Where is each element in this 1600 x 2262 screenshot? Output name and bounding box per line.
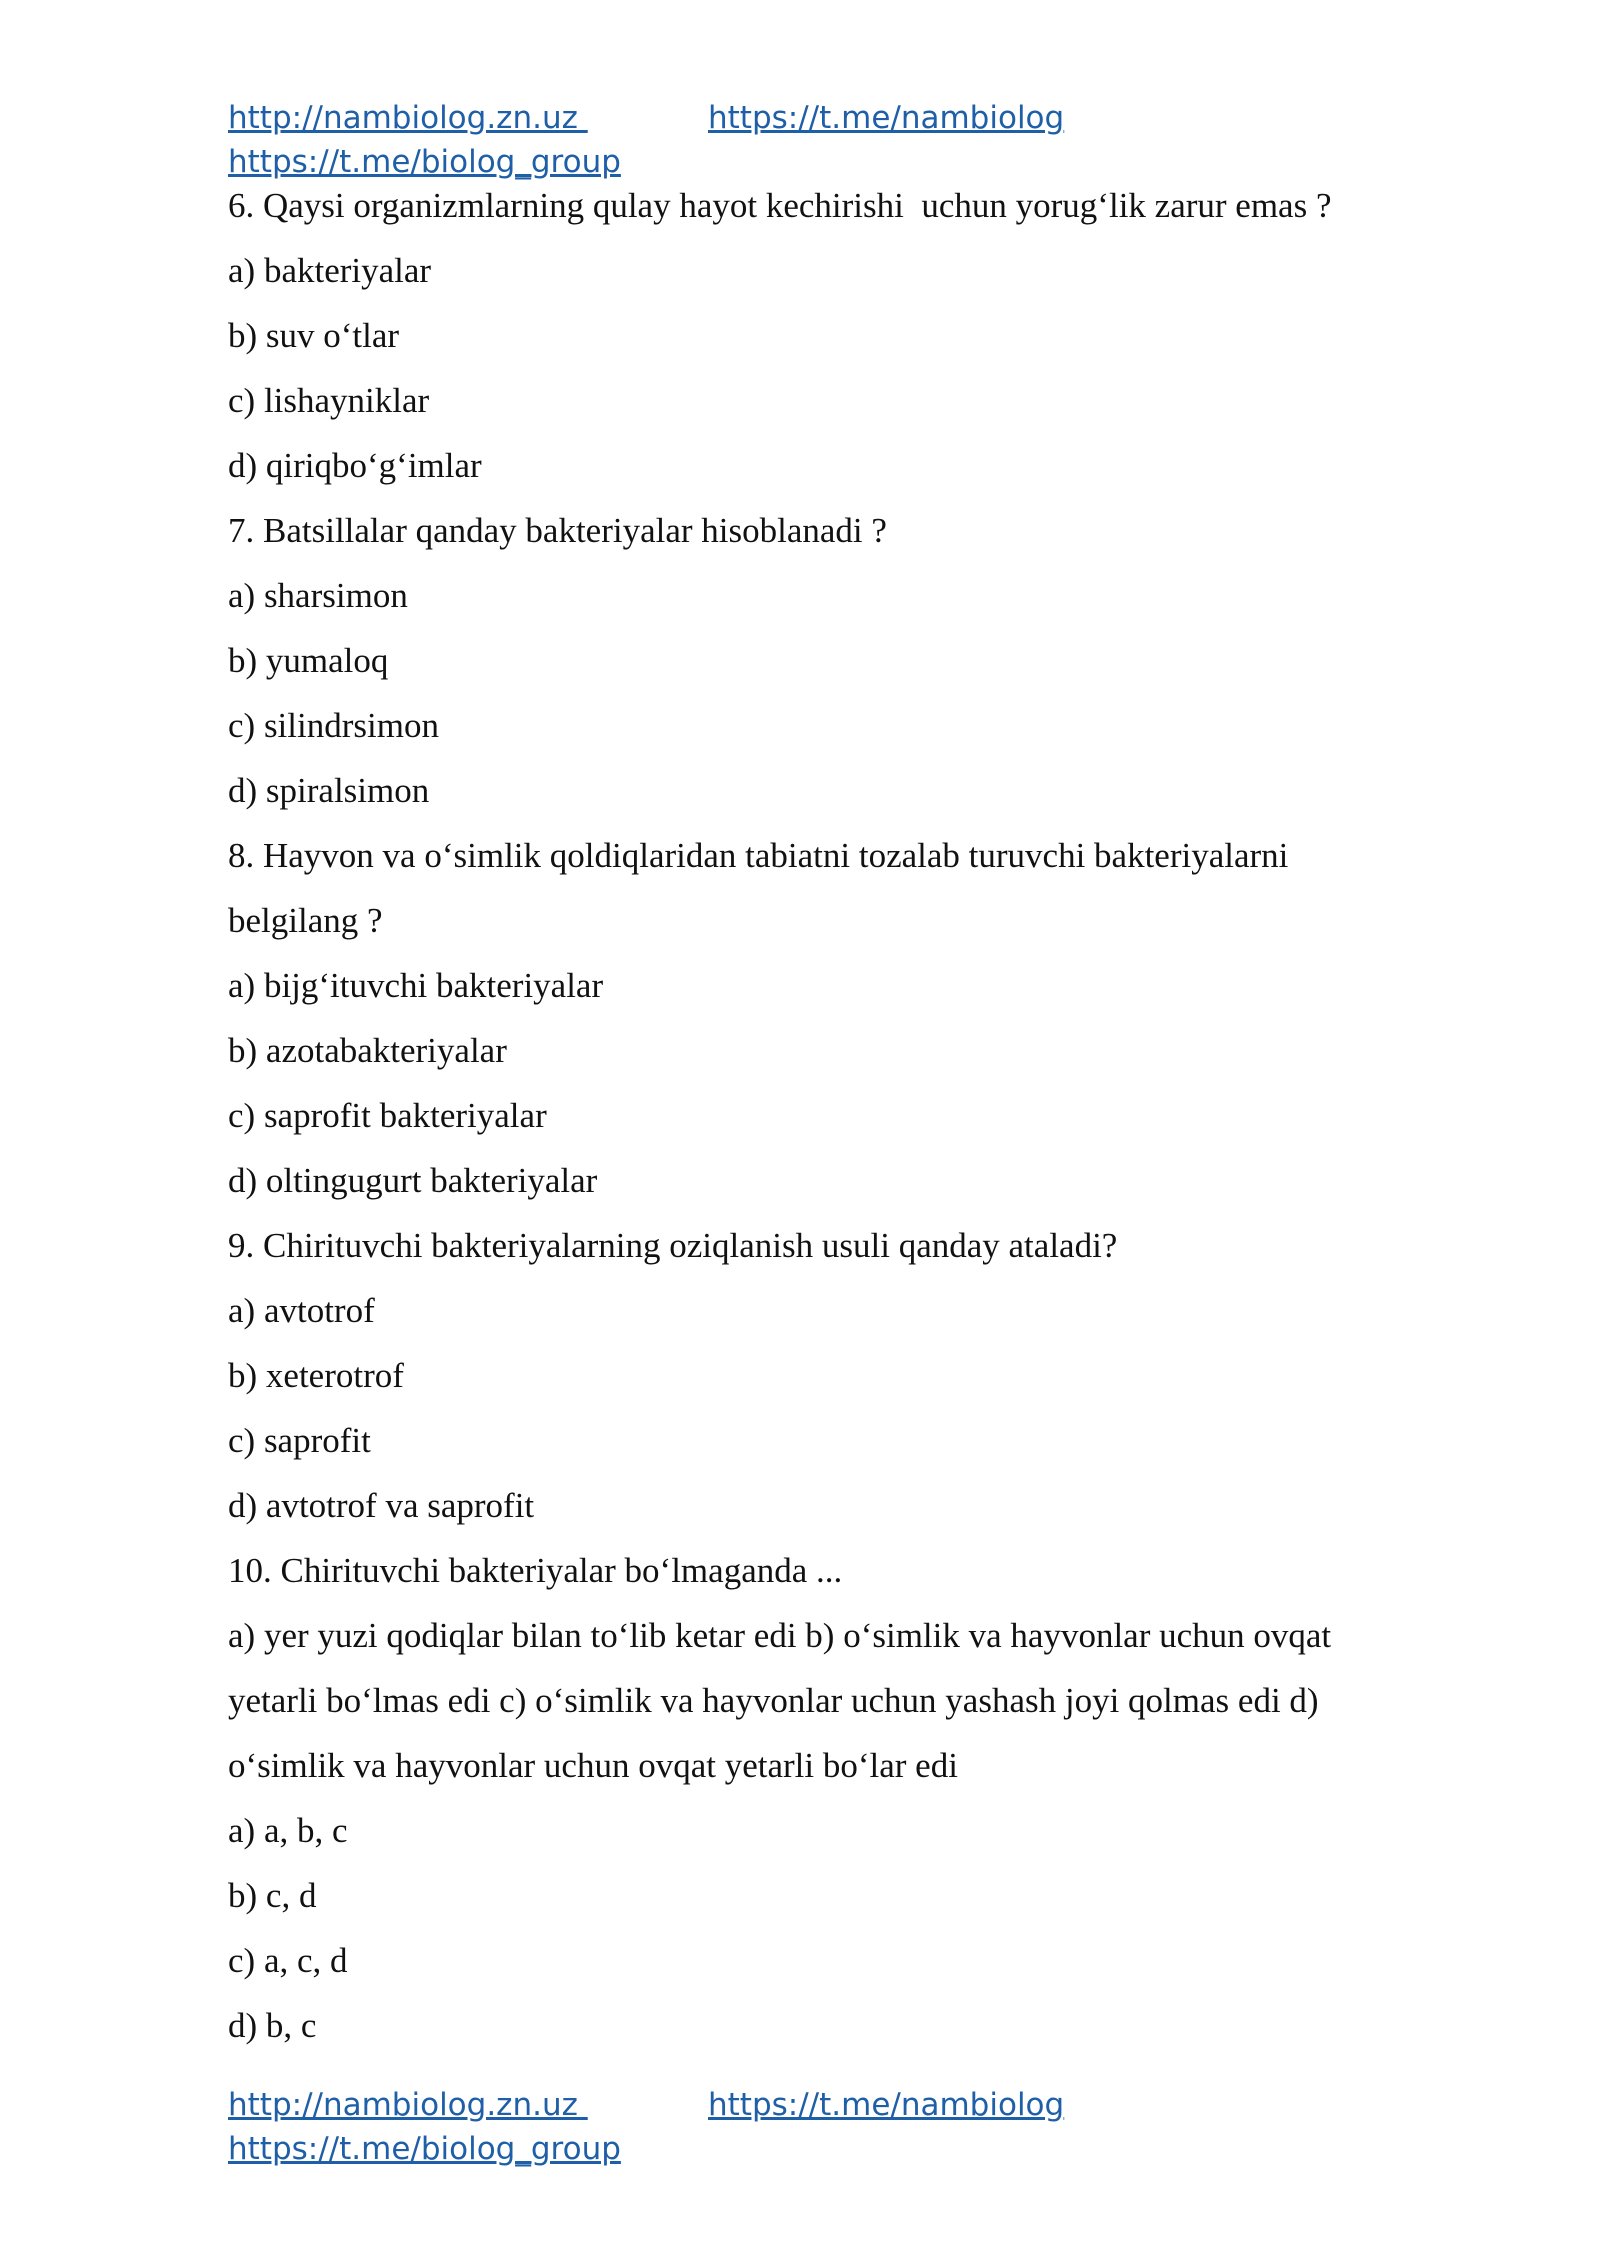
answer-option: c) silindrsimon <box>228 706 439 745</box>
answer-option: a) sharsimon <box>228 576 408 615</box>
answer-option: a) a, b, c <box>228 1811 348 1850</box>
answer-option: c) saprofit bakteriyalar <box>228 1096 547 1135</box>
telegram-channel-link[interactable]: https://t.me/nambiolog <box>708 100 1065 136</box>
answer-option: b) suv o‘tlar <box>228 316 400 355</box>
question-text: belgilang ? <box>228 901 383 940</box>
telegram-channel-link[interactable]: https://t.me/nambiolog <box>708 2087 1065 2123</box>
question-block <box>228 1545 1428 2065</box>
telegram-group-link[interactable]: https://t.me/biolog_group <box>228 2131 621 2167</box>
answer-option: d) spiralsimon <box>228 771 430 810</box>
question-block <box>228 505 1428 830</box>
answer-option: a) bakteriyalar <box>228 251 432 290</box>
answer-option: d) b, c <box>228 2006 317 2045</box>
question-text: 10. Chirituvchi bakteriyalar bo‘lmaganda ... <box>228 1551 843 1590</box>
answer-option: c) a, c, d <box>228 1941 348 1980</box>
site-link[interactable]: http://nambiolog.zn.uz <box>228 100 588 136</box>
question-text: yetarli bo‘lmas edi c) o‘simlik va hayvonlar uchun yashash joyi qolmas edi d) <box>228 1681 1319 1720</box>
question-block <box>228 830 1428 1220</box>
answer-option: a) bijg‘ituvchi bakteriyalar <box>228 966 604 1005</box>
answer-option: d) qiriqbo‘g‘imlar <box>228 446 482 485</box>
question-block <box>228 180 1428 505</box>
question-text: 9. Chirituvchi bakteriyalarning oziqlanish usuli qanday ataladi? <box>228 1226 1118 1265</box>
answer-option: a) avtotrof <box>228 1291 375 1330</box>
answer-option: b) xeterotrof <box>228 1356 404 1395</box>
answer-option: d) oltingugurt bakteriyalar <box>228 1161 598 1200</box>
site-link[interactable]: http://nambiolog.zn.uz <box>228 2087 588 2123</box>
question-text: a) yer yuzi qodiqlar bilan to‘lib ketar edi b) o‘simlik va hayvonlar uchun ovqat <box>228 1616 1332 1655</box>
answer-option: c) lishayniklar <box>228 381 430 420</box>
answer-option: c) saprofit <box>228 1421 371 1460</box>
quiz-content <box>228 180 1428 2065</box>
answer-option: b) c, d <box>228 1876 317 1915</box>
question-text: o‘simlik va hayvonlar uchun ovqat yetarli bo‘lar edi <box>228 1746 958 1785</box>
answer-option: b) yumaloq <box>228 641 389 680</box>
telegram-group-link[interactable]: https://t.me/biolog_group <box>228 144 621 180</box>
footer-links <box>228 2083 1065 2171</box>
question-text: 7. Batsillalar qanday bakteriyalar hisoblanadi ? <box>228 511 887 550</box>
header-links <box>228 96 1065 184</box>
question-block <box>228 1220 1428 1545</box>
question-text: 6. Qaysi organizmlarning qulay hayot kechirishi uchun yorug‘lik zarur emas ? <box>228 186 1332 225</box>
answer-option: b) azotabakteriyalar <box>228 1031 507 1070</box>
question-text: 8. Hayvon va o‘simlik qoldiqlaridan tabiatni tozalab turuvchi bakteriyalarni <box>228 836 1289 875</box>
answer-option: d) avtotrof va saprofit <box>228 1486 535 1525</box>
